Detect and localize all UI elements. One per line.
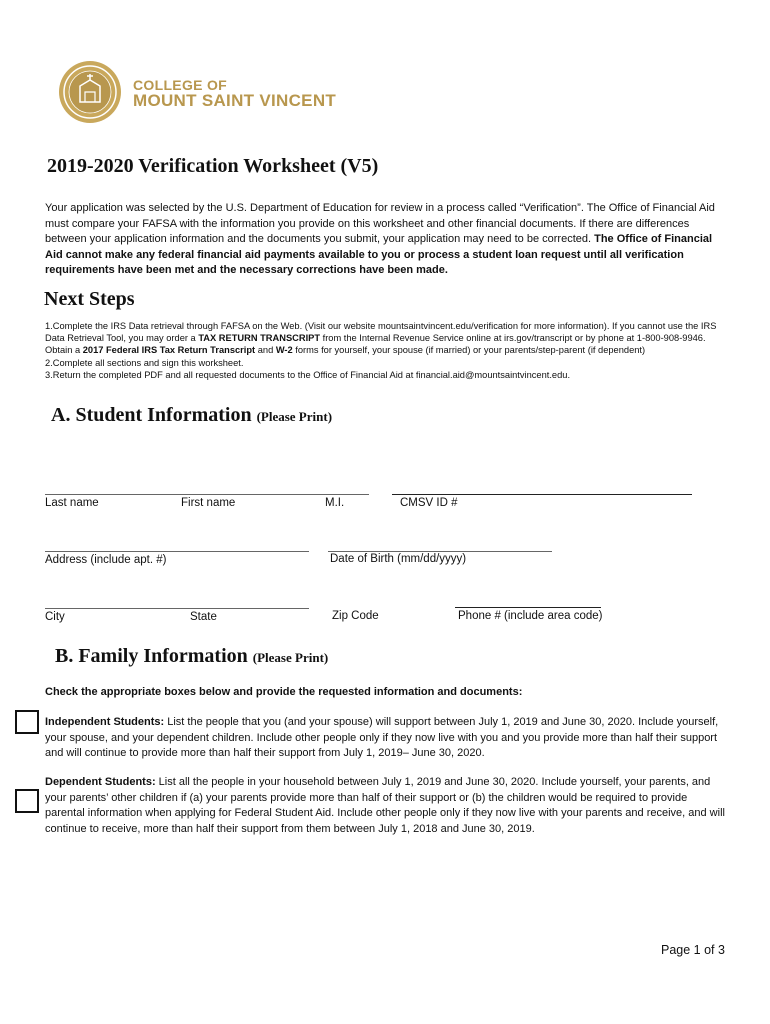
section-b-heading: B. Family Information (Please Print) [55, 645, 329, 667]
last-name-label: Last name [45, 497, 99, 509]
dependent-label: Dependent Students: [45, 776, 156, 788]
first-name-label: First name [181, 497, 236, 509]
section-a-note: (Please Print) [256, 409, 333, 424]
next-steps-heading: Next Steps [44, 288, 135, 310]
page-number: Page 1 of 3 [661, 943, 725, 957]
intro-paragraph [45, 201, 725, 279]
state-label: State [190, 611, 217, 623]
intro-text: Your application was selected by the U.S. Department of Education for review in a process called “Verification”. The Office of Financial Aid must compare your FAFSA with the information you provide on this worksheet and other financial documents. If there are differences between your application information and the documents you submit, your application may need to be corrected. [45, 202, 715, 245]
independent-text: List the people that you (and your spouse) will support between July 1, 2019 and June 30, 2020. Include yourself, your spouse, and your dependent children. Include other people only if they now live with you and you provide more than half their support and will continue to provide more than half their support from July 1, 2019– June 30, 2020. [45, 716, 719, 759]
section-b-note: (Please Print) [252, 650, 329, 665]
step-2: 2.Complete all sections and sign this worksheet. [45, 357, 244, 368]
city-label: City [45, 611, 65, 623]
independent-label: Independent Students: [45, 716, 165, 728]
city-state-input-line[interactable] [45, 608, 309, 609]
address-label: Address (include apt. #) [45, 554, 167, 566]
section-a-heading: A. Student Information (Please Print) [51, 404, 333, 426]
document-title: 2019-2020 Verification Worksheet (V5) [47, 155, 379, 177]
cmsv-id-label: CMSV ID # [400, 497, 458, 509]
zip-code-label: Zip Code [332, 610, 379, 622]
independent-students-paragraph [45, 715, 725, 762]
phone-input-line[interactable] [455, 607, 601, 608]
college-name-line2: MOUNT SAINT VINCENT [133, 91, 337, 110]
independent-student-checkbox[interactable] [15, 710, 39, 734]
step-3: 3.Return the completed PDF and all requested documents to the Office of Financial Aid at financial.aid@mountsaintvincent.edu. [45, 369, 571, 380]
dob-input-line[interactable] [328, 551, 552, 552]
dob-label: Date of Birth (mm/dd/yyyy) [330, 553, 467, 565]
next-steps-list [45, 320, 725, 381]
name-input-line[interactable] [45, 494, 369, 495]
phone-label: Phone # (include area code) [458, 610, 603, 622]
dependent-students-paragraph [45, 775, 725, 837]
step-1: 1.Complete the IRS Data retrieval through FAFSA on the Web. (Visit our website mountsaintvincent.edu/verification for more information). If you cannot use the IRS Data Retrieval Tool, you may order a TAX RETURN TRANSCRIPT from the Internal Revenue Service online at irs.gov/transcript or by phone at 1-800-908-9946. Obtain a 2017 Federal IRS Tax Return Transcript and W-2 forms for yourself, your spouse (if married) or your parents/step-parent (if dependent) [45, 321, 717, 356]
dependent-student-checkbox[interactable] [15, 789, 39, 813]
dependent-text: List all the people in your household between July 1, 2019 and June 30, 2020. Include yourself, your parents, and your parents’ other children if (a) your parents provide more than half of their support or (b) the children would be required to provide parental information when applying for Federal Student Aid. Include other people only if they now live with your parents and receive, and will continue to receive, more than half their support from them between July 1, 2018 and June 30, 2019. [45, 776, 725, 835]
checkbox-instructions: Check the appropriate boxes below and provide the requested information and documents: [45, 686, 523, 698]
college-name-line1: COLLEGE OF [133, 77, 227, 93]
cmsv-id-input-line[interactable] [392, 494, 692, 495]
address-input-line[interactable] [45, 551, 309, 552]
intro-bold-text: The Office of Financial Aid cannot make any federal financial aid payments available to you or process a student loan request until all verification requirements have been met and the necessary corrections have been made. [45, 233, 713, 276]
mi-label: M.I. [325, 497, 345, 509]
college-seal-icon [58, 60, 122, 124]
